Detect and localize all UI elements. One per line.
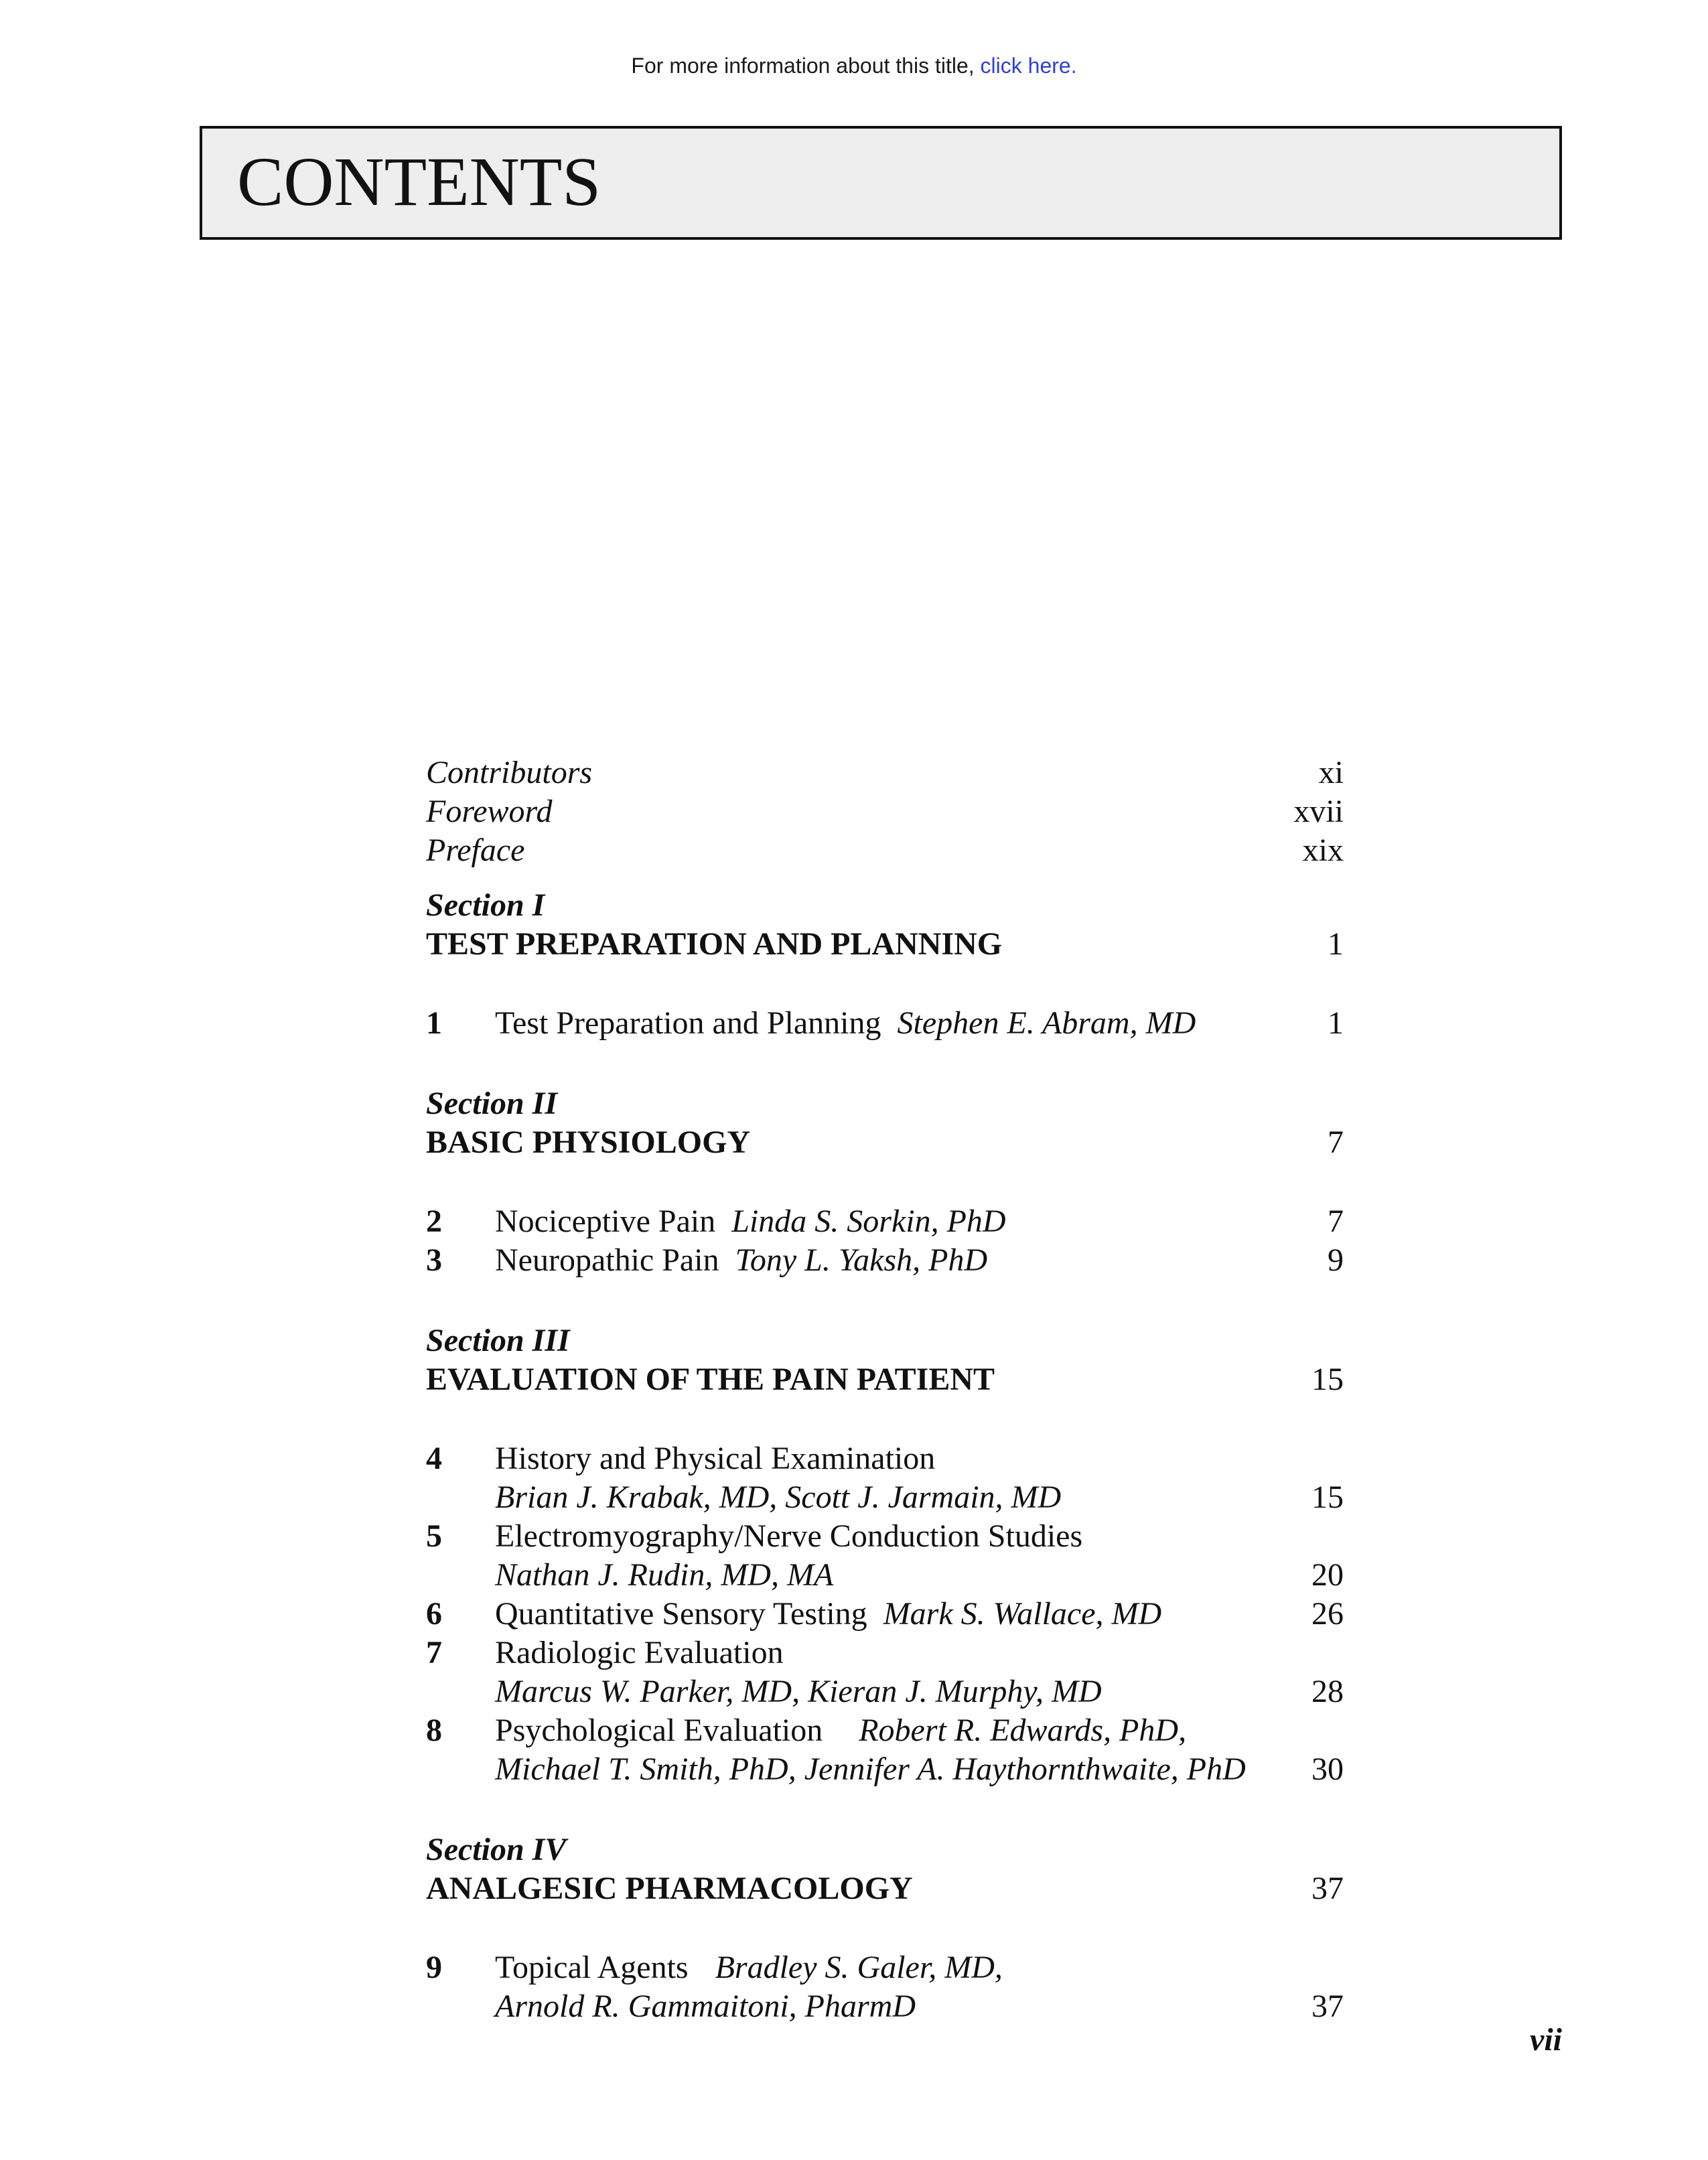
- top-note-text: For more information about this title,: [631, 54, 981, 78]
- chapter-7-authors[interactable]: [426, 1672, 1344, 1711]
- chapter-authors: Linda S. Sorkin, PhD: [731, 1204, 1006, 1239]
- chapter-page: 20: [1311, 1557, 1344, 1593]
- section-page: 1: [1328, 926, 1344, 962]
- chapter-authors: Nathan J. Rudin, MD, MA: [495, 1557, 834, 1593]
- chapter-title: Neuropathic Pain: [495, 1242, 719, 1278]
- section-label-iv: Section IV: [426, 1832, 567, 1867]
- section-title: TEST PREPARATION AND PLANNING: [426, 926, 1003, 962]
- chapter-4[interactable]: [426, 1439, 1344, 1478]
- chapter-number: 5: [426, 1518, 442, 1554]
- chapter-number: 6: [426, 1596, 442, 1632]
- chapter-page: 28: [1311, 1674, 1344, 1709]
- page-title: CONTENTS: [237, 143, 601, 220]
- section-title: EVALUATION OF THE PAIN PATIENT: [426, 1362, 995, 1397]
- chapter-title: Radiologic Evaluation: [495, 1635, 784, 1670]
- chapter-number: 7: [426, 1635, 442, 1670]
- chapter-7[interactable]: [426, 1634, 1344, 1672]
- section-label-i: Section I: [426, 887, 545, 923]
- chapter-8[interactable]: [426, 1711, 1344, 1750]
- chapter-1[interactable]: [426, 1004, 1344, 1043]
- chapter-9[interactable]: [426, 1948, 1344, 1987]
- toc-entry-page: xix: [1302, 833, 1344, 868]
- chapter-title: History and Physical Examination: [495, 1441, 936, 1476]
- page-folio: vii: [1530, 2022, 1562, 2058]
- chapter-page: 7: [1328, 1204, 1344, 1239]
- chapter-9-authors[interactable]: [426, 1987, 1344, 2026]
- chapter-number: 9: [426, 1950, 442, 1985]
- toc-entry-title: Contributors: [426, 755, 593, 790]
- chapter-number: 1: [426, 1005, 442, 1041]
- chapter-authors: Tony L. Yaksh, PhD: [735, 1242, 988, 1278]
- chapter-authors-continued: Arnold R. Gammaitoni, PharmD: [495, 1989, 916, 2024]
- chapter-page: 30: [1311, 1751, 1344, 1787]
- chapter-title: Electromyography/Nerve Conduction Studies: [495, 1518, 1083, 1554]
- chapter-authors: Stephen E. Abram, MD: [897, 1005, 1196, 1041]
- chapter-5[interactable]: [426, 1517, 1344, 1556]
- chapter-title: Psychological Evaluation: [495, 1713, 823, 1748]
- chapter-number: 3: [426, 1242, 442, 1278]
- chapter-6[interactable]: [426, 1595, 1344, 1634]
- chapter-5-authors[interactable]: [426, 1556, 1344, 1595]
- chapter-title: Nociceptive Pain: [495, 1204, 716, 1239]
- toc-entry-foreword[interactable]: [426, 792, 1344, 831]
- chapter-title: Quantitative Sensory Testing: [495, 1596, 867, 1632]
- section-label-ii: Section II: [426, 1086, 558, 1121]
- click-here-link[interactable]: click here.: [980, 54, 1077, 78]
- chapter-number: 8: [426, 1713, 442, 1748]
- section-page: 15: [1311, 1362, 1344, 1397]
- toc-entry-title: Foreword: [426, 794, 553, 829]
- chapter-authors: Robert R. Edwards, PhD,: [859, 1713, 1187, 1748]
- top-note: [0, 54, 1708, 78]
- section-title: ANALGESIC PHARMACOLOGY: [426, 1871, 913, 1906]
- section-page: 7: [1328, 1125, 1344, 1160]
- chapter-page: 1: [1328, 1005, 1344, 1041]
- chapter-number: 4: [426, 1441, 442, 1476]
- section-title: BASIC PHYSIOLOGY: [426, 1125, 751, 1160]
- chapter-authors: Mark S. Wallace, MD: [883, 1596, 1162, 1632]
- toc-entry-page: xvii: [1293, 794, 1344, 829]
- chapter-4-authors[interactable]: [426, 1478, 1344, 1517]
- chapter-page: 9: [1328, 1242, 1344, 1278]
- toc-entry-preface[interactable]: [426, 831, 1344, 870]
- chapter-title: Topical Agents: [495, 1950, 689, 1985]
- chapter-8-authors[interactable]: [426, 1750, 1344, 1789]
- chapter-title: Test Preparation and Planning: [495, 1005, 881, 1041]
- section-page: 37: [1311, 1871, 1344, 1906]
- section-title-iii[interactable]: [426, 1360, 1344, 1399]
- table-of-contents: [426, 753, 1344, 2026]
- chapter-page: 37: [1311, 1989, 1344, 2024]
- chapter-authors: Marcus W. Parker, MD, Kieran J. Murphy, MD: [495, 1674, 1102, 1709]
- chapter-3[interactable]: [426, 1241, 1344, 1280]
- section-title-iv[interactable]: [426, 1869, 1344, 1908]
- chapter-page: 15: [1311, 1480, 1344, 1515]
- chapter-authors-continued: Michael T. Smith, PhD, Jennifer A. Haythornthwaite, PhD: [495, 1751, 1246, 1787]
- contents-header-box: [200, 126, 1562, 240]
- section-title-ii[interactable]: [426, 1123, 1344, 1162]
- chapter-2[interactable]: [426, 1202, 1344, 1241]
- toc-entry-contributors[interactable]: [426, 753, 1344, 792]
- section-title-i[interactable]: [426, 925, 1344, 964]
- section-label-iii: Section III: [426, 1323, 570, 1358]
- chapter-authors: Brian J. Krabak, MD, Scott J. Jarmain, MD: [495, 1480, 1062, 1515]
- chapter-authors: Bradley S. Galer, MD,: [715, 1950, 1003, 1985]
- toc-entry-title: Preface: [426, 833, 525, 868]
- toc-entry-page: xi: [1318, 755, 1344, 790]
- chapter-page: 26: [1311, 1596, 1344, 1632]
- chapter-number: 2: [426, 1204, 442, 1239]
